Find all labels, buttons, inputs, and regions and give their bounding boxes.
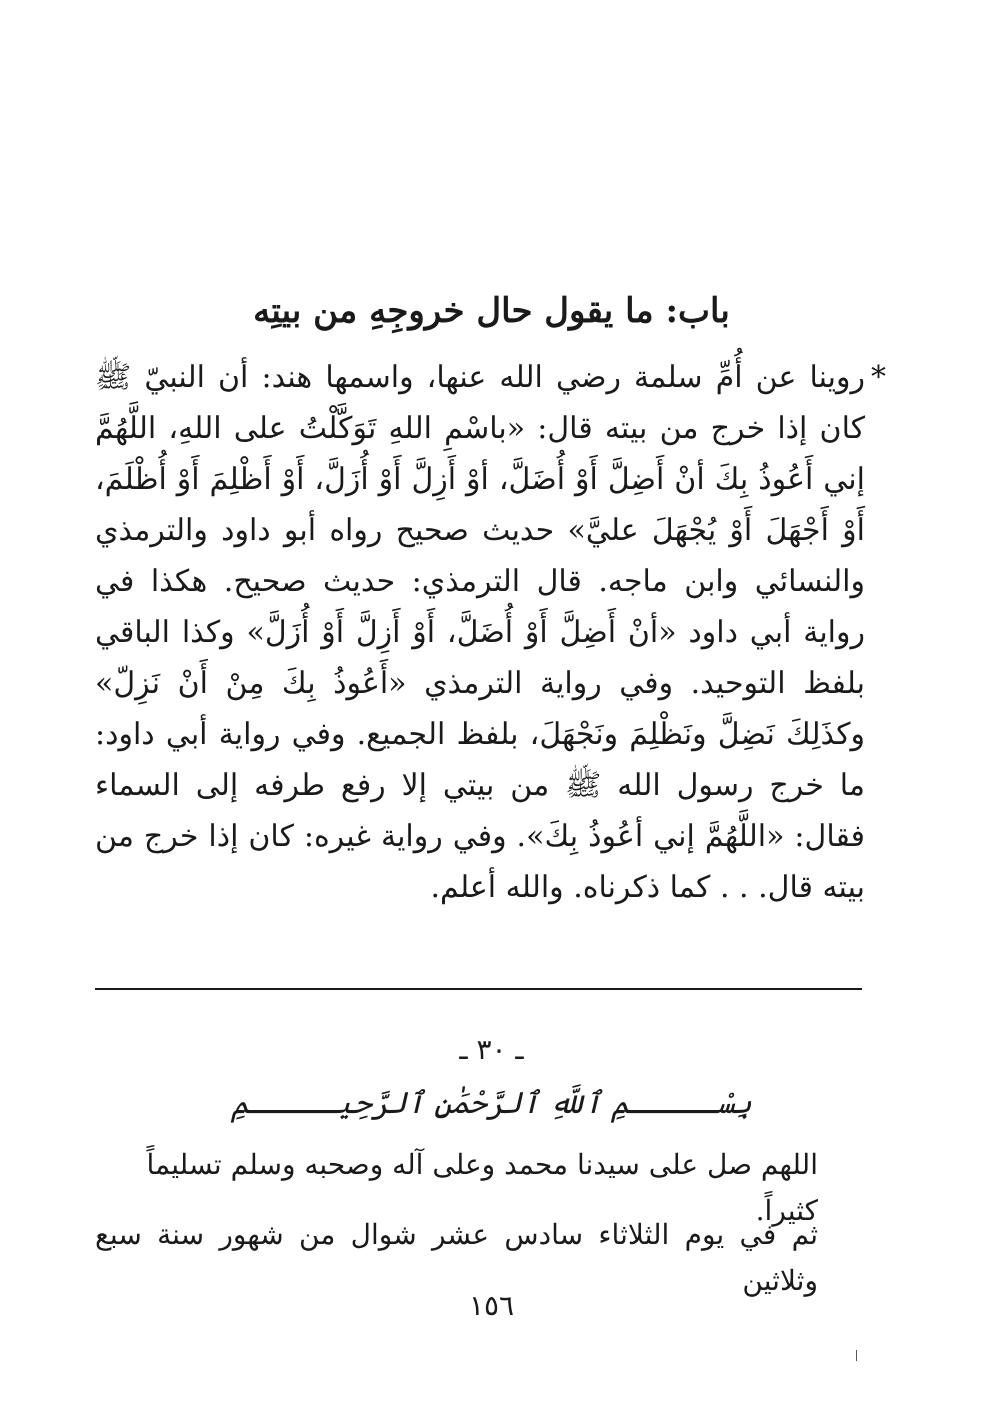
date-line: ثم في يوم الثلاثاء سادس عشر شوال من شهور سنة سبع وثلاثين — [95, 1218, 818, 1297]
page-number: ١٥٦ — [468, 1289, 515, 1322]
main-paragraph: روينا عن أُمِّ سلمة رضي الله عنها، واسمها هند: أن النبيّ ﷺ كان إذا خرج من بيته قال: «باسْمِ اللهِ تَوَكَّلْتُ على اللهِ، اللَّهُمَّ إني أَعُوذُ بِكَ أنْ أَضِلَّ أَوْ أُضَلَّ، أوْ أَزِلَّ أَوْ أُزَلَّ، أَوْ أَظْلِمَ أَوْ أُظْلَمَ، أَوْ أَجْهَلَ أَوْ يُجْهَلَ عليَّ» حديث صحيح رواه أبو داود والترمذي والنسائي وابن ماجه. قال الترمذي: حديث صحيح. هكذا في رواية أبي داود «أنْ أَضِلَّ أَوْ أُضَلَّ، أَوْ أَزِلَّ أَوْ أُزَلَّ» وكذا الباقي بلفظ التوحيد. وفي رواية الترمذي «أَعُوذُ بِكَ مِنْ أَنْ نَزِلّ» وكذَلِكَ نَضِلَّ ونَظْلِمَ ونَجْهَلَ، بلفظ الجميع. وفي رواية أبي داود: ما خرج رسول الله ﷺ من بيتي إلا رفع طرفه إلى السماء فقال: «اللَّهُمَّ إني أعُوذُ بِكَ». وفي رواية غيره: كان إذا خرج من بيته قال. . . كما ذكرناه. والله أعلم. — [95, 360, 865, 905]
section-number-marker: ـ ٣٠ ـ — [459, 1033, 524, 1066]
basmala-line: بِسْـــــمِ ٱللَّهِ ٱلرَّحْمَٰنِ ٱلرَّحِيـــــمِ — [231, 1086, 752, 1121]
section-divider — [95, 988, 862, 990]
edge-mark — [856, 1350, 857, 1361]
bullet-marker: * — [871, 360, 886, 395]
salutation-line: اللهم صل على سيدنا محمد وعلى آله وصحبه وسلم تسليماً كثيراً. — [146, 1148, 818, 1227]
chapter-heading: باب: ما يقول حال خروجِهِ من بيتِه — [253, 291, 730, 331]
